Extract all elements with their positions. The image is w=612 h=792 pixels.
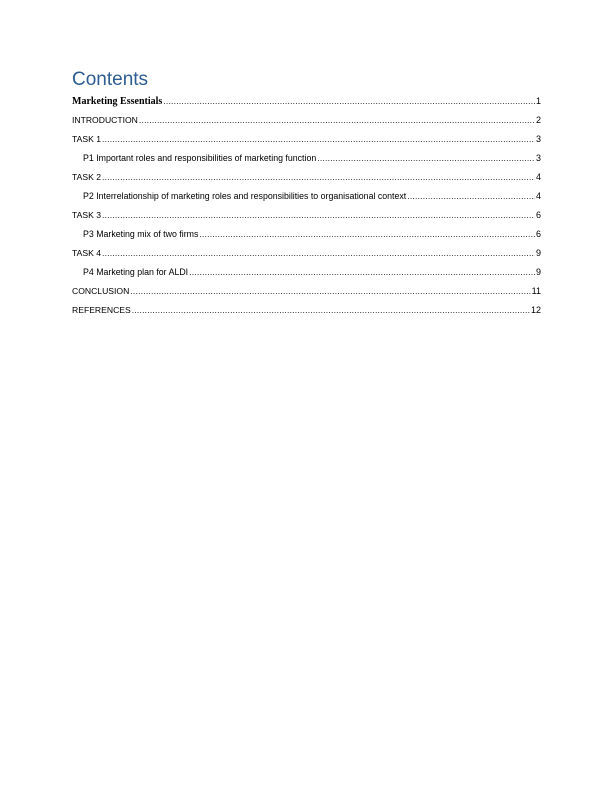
toc-entry-label: TASK 2 [72,172,101,182]
toc-entry-page: 11 [531,286,541,296]
toc-entry-page: 4 [535,191,541,201]
toc-entry-conclusion[interactable] [72,285,541,298]
toc-entry-label: TASK 1 [72,134,101,144]
toc-entry-label: Marketing Essentials [72,96,163,107]
toc-entry-label: REFERENCES [72,305,131,315]
toc-leader-dots [102,209,535,222]
toc-leader-dots [102,247,535,260]
toc-entry-label: P4 Marketing plan for ALDI [83,267,189,277]
toc-entry-label: P2 Interrelationship of marketing roles and responsibilities to organisational context [83,191,407,201]
toc-entry-p3[interactable] [72,228,541,241]
toc-entry-task-1[interactable] [72,133,541,146]
toc-entry-page: 9 [535,248,541,258]
toc-entry-introduction[interactable] [72,114,541,127]
toc-entry-page: 1 [535,96,541,106]
toc-entry-marketing-essentials[interactable] [72,94,541,108]
toc-entry-task-3[interactable] [72,209,541,222]
toc-leader-dots [102,133,535,146]
toc-title: Contents [72,69,149,90]
toc-leader-dots [130,285,530,298]
toc-entry-page: 6 [535,210,541,220]
toc-list [72,92,541,317]
toc-entry-page: 6 [535,229,541,239]
toc-entry-page: 3 [535,153,541,163]
toc-entry-page: 12 [530,305,541,315]
toc-entry-references[interactable] [72,304,541,317]
toc-entry-page: 2 [535,115,541,125]
toc-entry-label: P1 Important roles and responsibilities of marketing function [83,153,317,163]
toc-leader-dots [102,171,535,184]
toc-entry-p1[interactable] [72,152,541,165]
toc-entry-p4[interactable] [72,266,541,279]
toc-leader-dots [199,228,535,241]
toc-leader-dots [139,114,535,127]
toc-entry-label: P3 Marketing mix of two firms [83,229,199,239]
toc-leader-dots [132,304,530,317]
toc-entry-task-2[interactable] [72,171,541,184]
toc-entry-label: INTRODUCTION [72,115,138,125]
toc-leader-dots [407,190,535,203]
toc-leader-dots [317,152,535,165]
toc-entry-page: 3 [535,134,541,144]
toc-leader-dots [189,266,535,279]
toc-leader-dots [163,94,535,109]
toc-entry-label: TASK 3 [72,210,101,220]
toc-entry-page: 9 [535,267,541,277]
toc-entry-task-4[interactable] [72,247,541,260]
toc-entry-page: 4 [535,172,541,182]
toc-entry-label: TASK 4 [72,248,101,258]
toc-entry-label: CONCLUSION [72,286,130,296]
toc-entry-p2[interactable] [72,190,541,203]
